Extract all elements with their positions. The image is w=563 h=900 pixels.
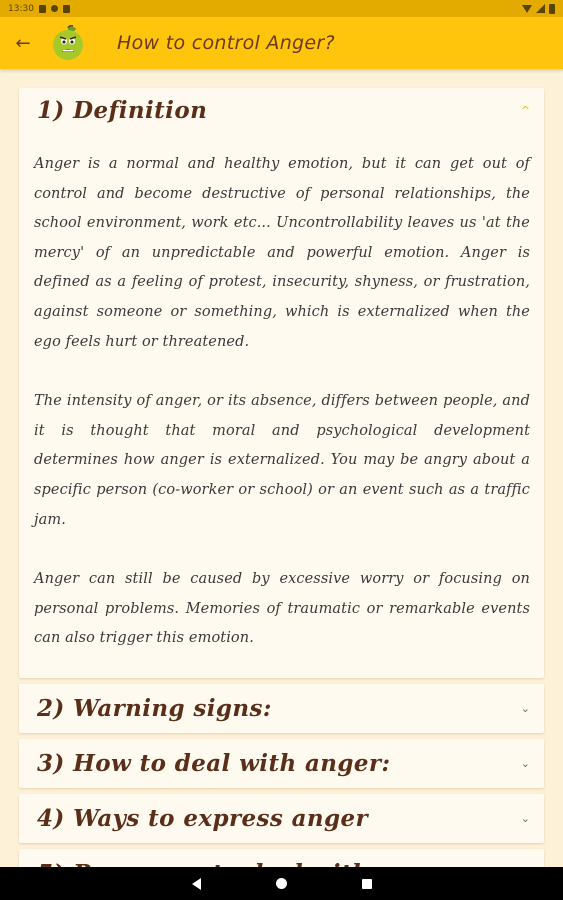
section-header-definition[interactable] xyxy=(19,88,544,132)
apple-face-logo xyxy=(51,25,85,61)
status-time: 13:30 xyxy=(8,3,34,14)
paragraph: Anger is a normal and healthy emotion, but it can get out of control and become destructive of personal relationships, the school environment, work etc... Uncontrollability leaves us 'at the mercy' of an unpredictable and powerful emotion. Anger is defined as a feeling of protest, insecurity, shyness, or frustration, against someone or something, which is externalized when the ego feels hurt or threatened. xyxy=(34,156,530,350)
section-body xyxy=(19,132,544,678)
app-bar xyxy=(0,17,563,69)
arrow-left-icon: ← xyxy=(15,32,31,54)
section-header-warning-signs[interactable] xyxy=(19,684,544,733)
chevron-down-icon: ⌄ xyxy=(520,756,530,770)
wifi-icon xyxy=(522,5,532,13)
section-title: 2) Warning signs: xyxy=(37,694,272,722)
signal-icon xyxy=(536,4,545,13)
accordion-list xyxy=(19,88,544,889)
chevron-down-icon: ⌄ xyxy=(520,811,530,825)
nav-back-icon[interactable] xyxy=(192,878,201,890)
system-nav-bar xyxy=(0,867,563,900)
section-title: 4) Ways to express anger xyxy=(37,804,369,832)
chevron-up-icon: ^ xyxy=(520,103,530,117)
page-title: How to control Anger? xyxy=(117,32,335,54)
section-definition xyxy=(19,88,544,678)
paragraph: Anger can still be caused by excessive worry or focusing on personal problems. Memories of traumatic or remarkable events can also trigger this emotion. xyxy=(34,571,530,647)
status-bar xyxy=(0,0,563,17)
section-header-how-to-deal[interactable] xyxy=(19,739,544,788)
notification-icon xyxy=(39,5,46,13)
back-button[interactable] xyxy=(5,25,41,61)
section-warning-signs[interactable] xyxy=(19,684,544,733)
section-header-ways-to-express[interactable] xyxy=(19,794,544,843)
battery-icon xyxy=(549,4,555,14)
nav-home-icon[interactable] xyxy=(276,878,287,889)
section-ways-to-express[interactable] xyxy=(19,794,544,843)
section-how-to-deal[interactable] xyxy=(19,739,544,788)
chevron-down-icon: ⌄ xyxy=(520,701,530,715)
section-title: 1) Definition xyxy=(37,96,208,124)
sd-card-icon xyxy=(63,5,70,13)
sync-icon xyxy=(51,5,58,12)
nav-recents-icon[interactable] xyxy=(362,879,372,889)
paragraph: The intensity of anger, or its absence, differs between people, and it is thought that moral and psychological development determines how anger is externalized. You may be angry about a specific person (co-worker or school) or an event such as a traffic jam. xyxy=(34,393,530,528)
section-title: 3) How to deal with anger: xyxy=(37,749,391,777)
